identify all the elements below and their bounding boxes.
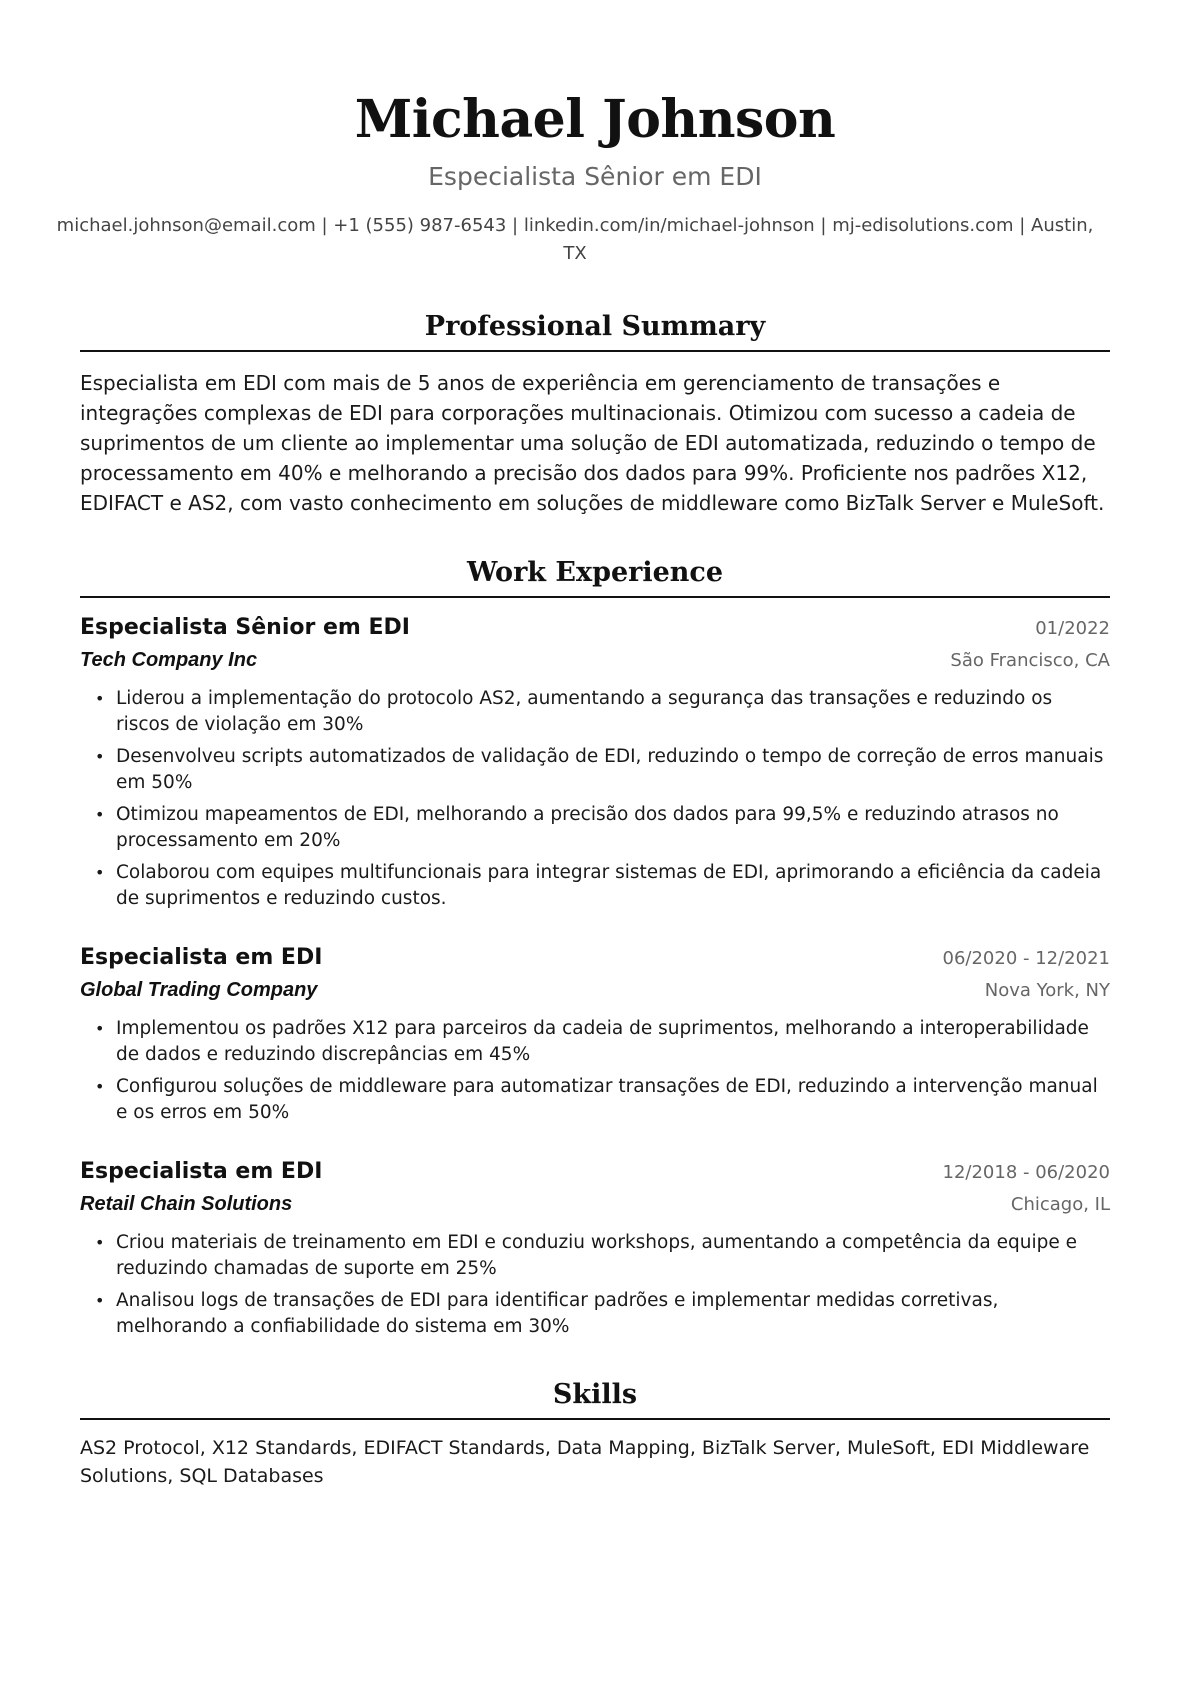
bullet-icon: • [95,689,105,708]
job-bullets [80,686,1110,912]
bullet-icon: • [95,1291,105,1310]
skills-heading: Skills [552,1379,638,1410]
experience-heading: Work Experience [466,557,724,588]
job-date: 06/2020 - 12/2021 [942,948,1110,969]
bullet-icon: • [95,1019,105,1038]
job-bullets [80,1230,1110,1340]
summary-section [80,308,1110,518]
bullet-item [80,1288,1110,1340]
job-title: Especialista em EDI [80,945,323,970]
job-bullets [80,1016,1110,1126]
job-entry [80,942,1110,1126]
section-divider [80,596,1110,598]
bullet-item [80,1016,1110,1068]
contact-line: michael.johnson@email.com | +1 (555) 987-6543 | linkedin.com/in/michael-johnson | mj-edisolutions.com | Austin, TX [56,215,1094,264]
bullet-icon: • [95,863,105,882]
bullet-icon: • [95,747,105,766]
job-location: São Francisco, CA [950,650,1110,671]
job-title: Especialista Sênior em EDI [80,615,410,640]
bullet-item [80,744,1110,796]
bullet-text: Criou materiais de treinamento em EDI e conduziu workshops, aumentando a competência da equipe e reduzindo chamadas de suporte em 25% [116,1232,1078,1279]
company-name: Global Trading Company [80,979,318,1001]
bullet-item [80,802,1110,854]
job-location: Nova York, NY [984,980,1110,1001]
experience-section [80,554,1110,1340]
section-divider [80,350,1110,352]
candidate-role: Especialista Sênior em EDI [428,162,762,191]
bullet-text: Implementou os padrões X12 para parceiros da cadeia de suprimentos, melhorando a interoperabilidade de dados e reduzindo discrepâncias em 45% [116,1018,1089,1065]
skills-text: AS2 Protocol, X12 Standards, EDIFACT Standards, Data Mapping, BizTalk Server, MuleSoft, EDI Middleware Solutions, SQL Databases [80,1437,1090,1487]
company-name: Tech Company Inc [80,649,258,671]
bullet-text: Liderou a implementação do protocolo AS2, aumentando a segurança das transações e reduzindo os riscos de violação em 30% [116,688,1053,735]
summary-text: Especialista em EDI com mais de 5 anos de experiência em gerenciamento de transações e integrações complexas de EDI para corporações multinacionais. Otimizou com sucesso a cadeia de suprimentos de um cliente ao implementar uma solução de EDI automatizada, reduzindo o tempo de processamento em 40% e melhorando a precisão dos dados para 99%. Proficiente nos padrões X12, EDIFACT e AS2, com vasto conhecimento em soluções de middleware como BizTalk Server e MuleSoft. [80,371,1105,515]
section-divider [80,1418,1110,1420]
bullet-icon: • [95,1077,105,1096]
bullet-icon: • [95,1233,105,1252]
bullet-text: Desenvolveu scripts automatizados de validação de EDI, reduzindo o tempo de correção de erros manuais em 50% [116,746,1104,793]
job-entry [80,612,1110,912]
bullet-item [80,860,1110,912]
job-date: 01/2022 [1035,618,1110,639]
job-date: 12/2018 - 06/2020 [942,1162,1110,1183]
bullet-icon: • [95,805,105,824]
bullet-text: Colaborou com equipes multifuncionais para integrar sistemas de EDI, aprimorando a eficiência da cadeia de suprimentos e reduzindo custos. [116,862,1102,909]
bullet-text: Configurou soluções de middleware para automatizar transações de EDI, reduzindo a intervenção manual e os erros em 50% [116,1076,1098,1123]
job-title: Especialista em EDI [80,1159,323,1184]
bullet-item [80,686,1110,738]
job-entry [80,1156,1110,1340]
summary-heading: Professional Summary [424,311,766,342]
candidate-name: Michael Johnson [354,89,836,150]
bullet-text: Analisou logs de transações de EDI para identificar padrões e implementar medidas corretivas, melhorando a confiabilidade do sistema em 30% [116,1290,999,1337]
skills-section [80,1376,1110,1490]
company-name: Retail Chain Solutions [80,1193,293,1215]
bullet-text: Otimizou mapeamentos de EDI, melhorando a precisão dos dados para 99,5% e reduzindo atrasos no processamento em 20% [116,804,1059,851]
bullet-item [80,1230,1110,1282]
job-location: Chicago, IL [1010,1194,1110,1215]
bullet-item [80,1074,1110,1126]
